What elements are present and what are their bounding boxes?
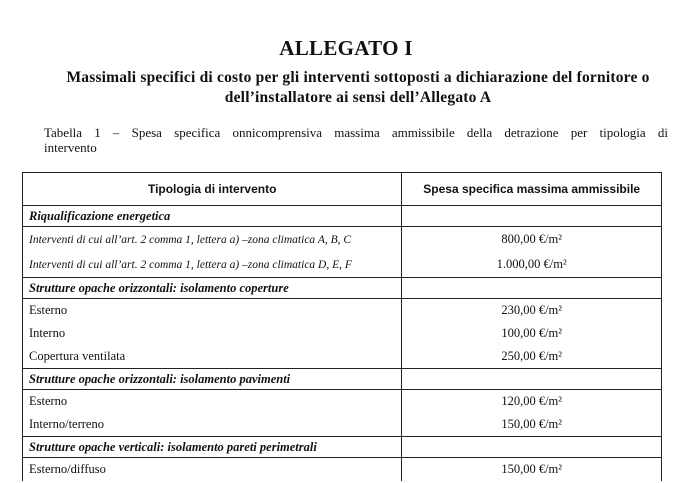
row-label: Interno [23, 322, 402, 345]
section-row [23, 206, 662, 227]
table-row [23, 413, 662, 437]
row-label: Interno/terreno [23, 413, 402, 437]
table-row [23, 458, 662, 482]
row-label: Esterno [23, 390, 402, 414]
row-value: 250,00 €/m² [402, 345, 662, 369]
header-tipologia: Tipologia di intervento [23, 173, 402, 206]
table-caption-line-2: intervento [44, 140, 97, 155]
row-value: 100,00 €/m² [402, 322, 662, 345]
row-value: 120,00 €/m² [402, 390, 662, 414]
table-row [23, 390, 662, 414]
row-label: Esterno [23, 299, 402, 323]
document-subtitle: Massimali specifici di costo per gli interventi sottoposti a dichiarazione del fornitore o dell’installatore ai sensi dell’Allegato A [66, 69, 650, 106]
section-row [23, 278, 662, 299]
section-title: Riqualificazione energetica [23, 206, 402, 227]
table-row [23, 299, 662, 323]
section-row [23, 369, 662, 390]
row-value: 800,00 €/m² [402, 227, 662, 253]
table-row [23, 322, 662, 345]
table-caption-line-1: Tabella 1 – Spesa specifica onnicomprensiva massima ammissibile della detrazione per tipologia di [44, 125, 668, 140]
row-value: 230,00 €/m² [402, 299, 662, 323]
section-title: Strutture opache orizzontali: isolamento coperture [23, 278, 402, 299]
table-header-row [23, 173, 662, 206]
section-title: Strutture opache verticali: isolamento pareti perimetrali [23, 437, 402, 458]
section-empty-cell [402, 369, 662, 390]
table-row [23, 227, 662, 253]
section-empty-cell [402, 437, 662, 458]
row-label: Copertura ventilata [23, 345, 402, 369]
row-label: Interventi di cui all’art. 2 comma 1, lettera a) –zona climatica A, B, C [23, 227, 402, 253]
table-caption [44, 125, 668, 155]
row-label: Interventi di cui all’art. 2 comma 1, lettera a) –zona climatica D, E, F [23, 252, 402, 278]
section-title: Strutture opache orizzontali: isolamento pavimenti [23, 369, 402, 390]
table-row [23, 345, 662, 369]
section-empty-cell [402, 278, 662, 299]
section-empty-cell [402, 206, 662, 227]
row-value: 150,00 €/m² [402, 458, 662, 482]
row-value: 150,00 €/m² [402, 413, 662, 437]
header-spesa: Spesa specifica massima ammissibile [402, 173, 662, 206]
cost-table [22, 172, 662, 481]
section-row [23, 437, 662, 458]
row-value: 1.000,00 €/m² [402, 252, 662, 278]
row-label: Esterno/diffuso [23, 458, 402, 482]
table-row [23, 252, 662, 278]
document-title: ALLEGATO I [279, 36, 413, 60]
